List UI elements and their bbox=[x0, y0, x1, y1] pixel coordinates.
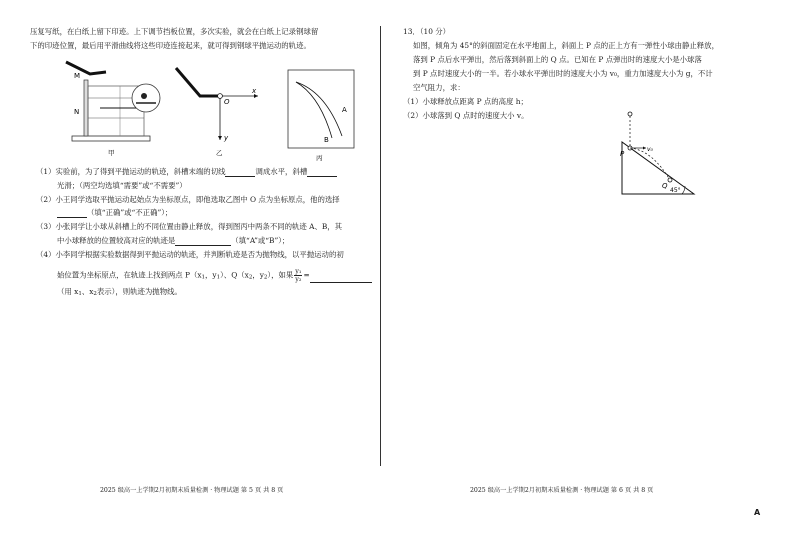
q4-line-3: （用 x1、x2表示），则轨迹为抛物线。 bbox=[57, 287, 182, 297]
label-O: O bbox=[224, 98, 230, 106]
ratio-fraction: $\frac{\text{y₁}}{\text{y₂}}$ bbox=[295, 267, 302, 283]
right-footer: 2025 级高一上学期2月初期末质量检测 · 物理试题 第 6 页 共 8 页 bbox=[470, 487, 654, 494]
q13-para-1: 如图，倾角为 45°的斜面固定在水平地面上，斜面上 P 点的正上方有一弹性小球由静止释放， bbox=[413, 41, 719, 50]
figure-jia bbox=[60, 58, 180, 158]
figure-yi bbox=[170, 60, 270, 160]
q13-para-3: 到 P 点时速度大小的一半。若小球水平弹出时的速度大小为 v₀，重力加速度大小为 g，不计 bbox=[413, 69, 713, 78]
label-N: N bbox=[74, 108, 80, 116]
q2-blank[interactable] bbox=[57, 209, 87, 218]
incline-figure bbox=[612, 108, 702, 200]
q1-blank-2[interactable] bbox=[307, 168, 337, 177]
label-M: M bbox=[74, 72, 81, 80]
q13-header: 13．（10 分） bbox=[403, 27, 451, 36]
q3-line-1: （3）小张同学让小球从斜槽上的不同位置由静止释放，得到图丙中两条不同的轨迹 A、B，其 bbox=[36, 222, 343, 231]
label-y: y bbox=[224, 134, 229, 142]
label-v0: v₀ bbox=[647, 146, 653, 153]
label-A: A bbox=[342, 106, 347, 114]
q4-blank[interactable] bbox=[310, 274, 372, 283]
left-footer: 2025 级高一上学期2月初期末质量检测 · 物理试题 第 5 页 共 8 页 bbox=[100, 487, 284, 494]
label-Q: Q bbox=[662, 182, 668, 190]
q4-line-2: 始位置为坐标原点，在轨迹上找到两点 P（x1，y1）、Q（x2，y2），如果 $\frac{\text{y₁}}{\text{y₂}}$ = bbox=[57, 268, 372, 283]
q1-line-1: （1）实验前，为了得到平抛运动的轨迹，斜槽末端的切线 调成水平，斜槽 bbox=[36, 167, 337, 177]
caption-yi: 乙 bbox=[216, 149, 223, 157]
q1-blank-1[interactable] bbox=[225, 168, 255, 177]
q13-para-4: 空气阻力，求： bbox=[413, 83, 465, 92]
q13-para-2: 落到 P 点后水平弹出，然后落到斜面上的 Q 点。已知在 P 点弹出时的速度大小是小球落 bbox=[413, 55, 702, 64]
intro-line-2: 下的印迹位置，最后用平滑曲线将这些印迹连接起来，就可得到钢球平抛运动的轨迹。 bbox=[30, 41, 311, 50]
q2-line-2: （填“正确”或“不正确”）； bbox=[57, 208, 172, 218]
q4-line-1: （4）小李同学根据实验数据得到平抛运动的轨迹，并判断轨迹是否为抛物线，以平抛运动的初 bbox=[36, 250, 344, 259]
intro-line-1: 压复写纸，在白纸上留下印迹。上下调节挡板位置，多次实验，就会在白纸上记录钢球留 bbox=[30, 27, 319, 36]
corner-mark: A bbox=[754, 508, 761, 517]
q3-line-2: 中小球释放的位置较高对应的轨迹是 （填“A”或“B”）； bbox=[57, 236, 290, 245]
caption-bing: 丙 bbox=[316, 154, 323, 162]
q2-line-1: （2）小王同学选取平抛运动起始点为坐标原点，即他选取乙图中 O 点为坐标原点，他的选择 bbox=[36, 195, 340, 204]
label-angle: 45° bbox=[670, 187, 681, 194]
q13-sub-2: （2）小球落到 Q 点时的速度大小 v。 bbox=[403, 111, 529, 120]
figure-bing bbox=[284, 66, 364, 162]
label-x: x bbox=[252, 87, 257, 95]
label-B: B bbox=[324, 136, 329, 144]
page-divider bbox=[380, 26, 381, 466]
q1-line-2: 光滑；（两空均选填“需要”或“不需要”） bbox=[57, 181, 187, 190]
q3-blank[interactable] bbox=[175, 237, 231, 246]
label-P: P bbox=[620, 150, 625, 158]
caption-jia: 甲 bbox=[108, 149, 115, 157]
q13-sub-1: （1）小球释放点距离 P 点的高度 h； bbox=[403, 97, 528, 106]
